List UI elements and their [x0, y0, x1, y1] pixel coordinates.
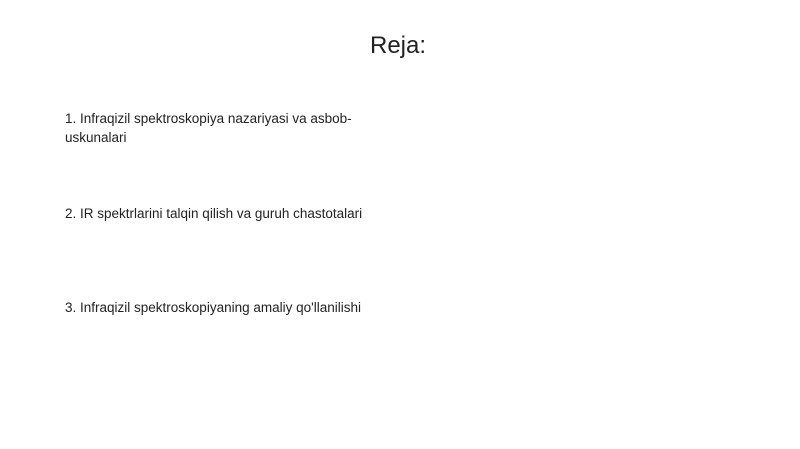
slide-title: Reja:: [369, 32, 427, 59]
agenda-item-1: 1. Infraqizil spektroskopiya nazariyasi va asbob-uskunalari: [65, 111, 352, 145]
agenda-item-2: 2. IR spektrlarini talqin qilish va guruh chastotalari: [65, 206, 363, 221]
agenda-item-3: 3. Infraqizil spektroskopiyaning amaliy qo'llanilishi: [65, 300, 361, 315]
